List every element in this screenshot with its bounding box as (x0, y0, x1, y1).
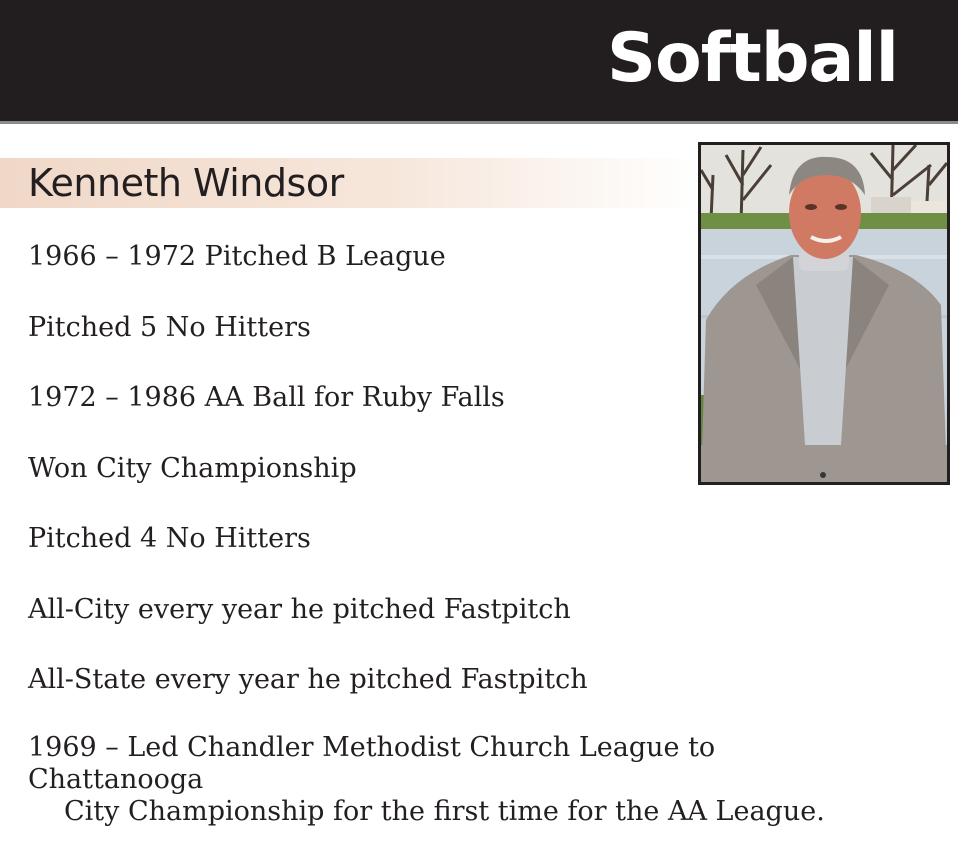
career-facts-list (28, 234, 868, 827)
fact-line-1: 1969 – Led Chandler Methodist Church League to Chattanooga (28, 731, 716, 795)
profile-name: Kenneth Windsor (28, 161, 344, 205)
fact-item: Pitched 5 No Hitters (28, 311, 311, 343)
fact-item: 1972 – 1986 AA Ball for Ruby Falls (28, 382, 505, 413)
fact-line-2: City Championship for the first time for the AA League. (64, 795, 825, 827)
fact-item: Pitched 4 No Hitters (28, 523, 311, 554)
page-title: Softball (607, 19, 898, 98)
fact-item: All-State every year he pitched Fastpitch (28, 664, 588, 695)
fact-item: Won City Championship (28, 452, 357, 484)
fact-item: 1966 – 1972 Pitched B League (28, 241, 446, 272)
fact-item: All-City every year he pitched Fastpitch (28, 593, 571, 625)
fact-item-final (28, 728, 868, 827)
name-bar (0, 158, 700, 208)
header-banner (0, 0, 958, 124)
